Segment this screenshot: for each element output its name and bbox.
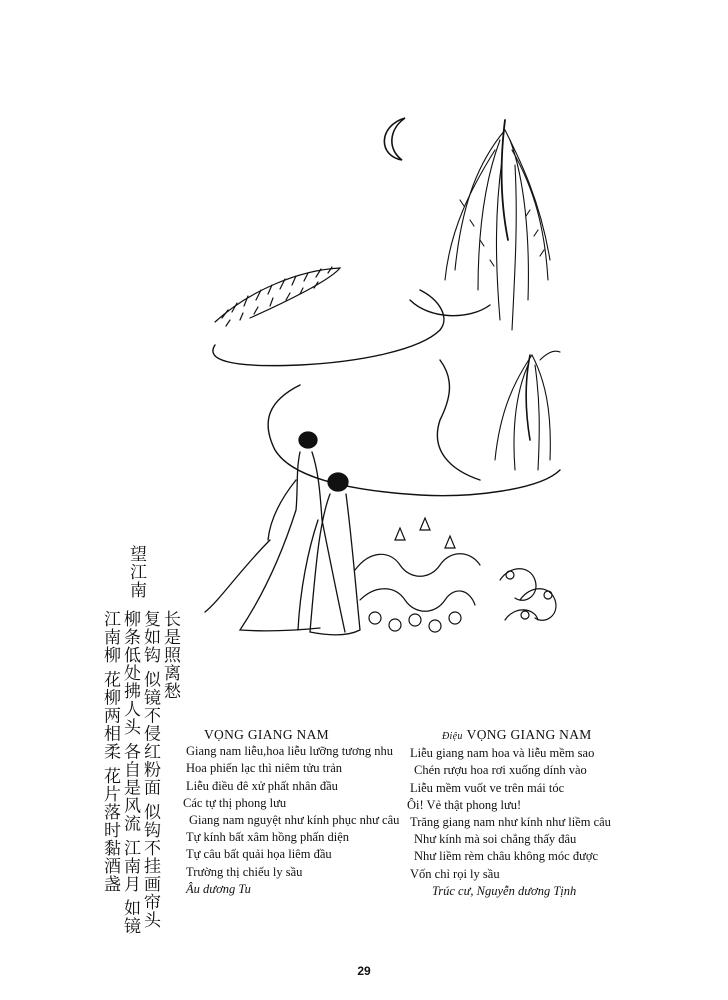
flowering-vine-icon <box>355 518 556 632</box>
distant-trees-icon <box>215 267 340 326</box>
right-poem-heading <box>410 726 611 745</box>
poem-line: Ôi! Vẻ thật phong lưu! <box>407 797 522 812</box>
chinese-poem-column: 复如钩 似镜不侵红粉面 似钩不挂画帘头 <box>140 610 160 929</box>
left-poem <box>183 726 400 898</box>
poem-line: Vốn chỉ rọi ly sầu <box>410 866 500 881</box>
chinese-poem-column: 江南柳 花柳两相柔 花片落时黏酒盏 <box>100 610 120 893</box>
poem-line: Trường thị chiếu ly sầu <box>186 864 303 879</box>
chinese-poem-column: 柳条低处拂人头 各自是风流 江南月 如镜 <box>120 610 140 936</box>
right-poem-author: Trúc cư, Nguyễn dương Tịnh <box>432 883 577 898</box>
poem-line: Liễu điều đê xử phất nhân đầu <box>186 778 338 793</box>
willow-tree-icon <box>445 120 550 330</box>
poem-line: Các tự thị phong lưu <box>183 795 287 810</box>
poem-line: Giang nam liễu,hoa liễu lưỡng tương nhu <box>186 744 393 759</box>
poem-line: Như liềm rèm châu không móc được <box>414 849 599 864</box>
left-poem-author: Âu dương Tu <box>186 881 251 896</box>
crescent-moon-icon <box>384 118 405 160</box>
poem-line: Tự câu bất quải họa liêm đầu <box>186 847 332 862</box>
river-lines-icon <box>213 290 560 496</box>
right-poem-tag: Điệu <box>442 731 463 742</box>
left-poem-title: VỌNG GIANG NAM <box>204 727 329 742</box>
chinese-poem-title: 望江南 <box>126 545 146 599</box>
right-poem <box>407 726 611 900</box>
poem-line: Liễu giang nam hoa và liễu mềm sao <box>410 746 595 761</box>
poem-line: Liễu mềm vuốt ve trên mái tóc <box>410 780 565 795</box>
right-poem-title: VỌNG GIANG NAM <box>466 727 592 742</box>
chinese-poem-column: 长是照离愁 <box>160 610 180 700</box>
poem-line: Chén rượu hoa rơi xuống dính vào <box>414 763 587 778</box>
small-willow-tree-icon <box>495 351 560 470</box>
poem-line: Như kính mà soi chẳng thấy đâu <box>414 832 577 847</box>
poem-line: Tự kính bất xâm hồng phấn diện <box>186 830 349 845</box>
poem-line: Trăng giang nam như kính như liềm câu <box>410 815 611 830</box>
two-ladies-icon <box>205 432 360 635</box>
page-number: 29 <box>357 964 371 978</box>
poem-line: Hoa phiến lạc thì niêm tửu trản <box>186 761 343 776</box>
poem-line: Giang nam nguyệt như kính phục như câu <box>189 813 400 828</box>
